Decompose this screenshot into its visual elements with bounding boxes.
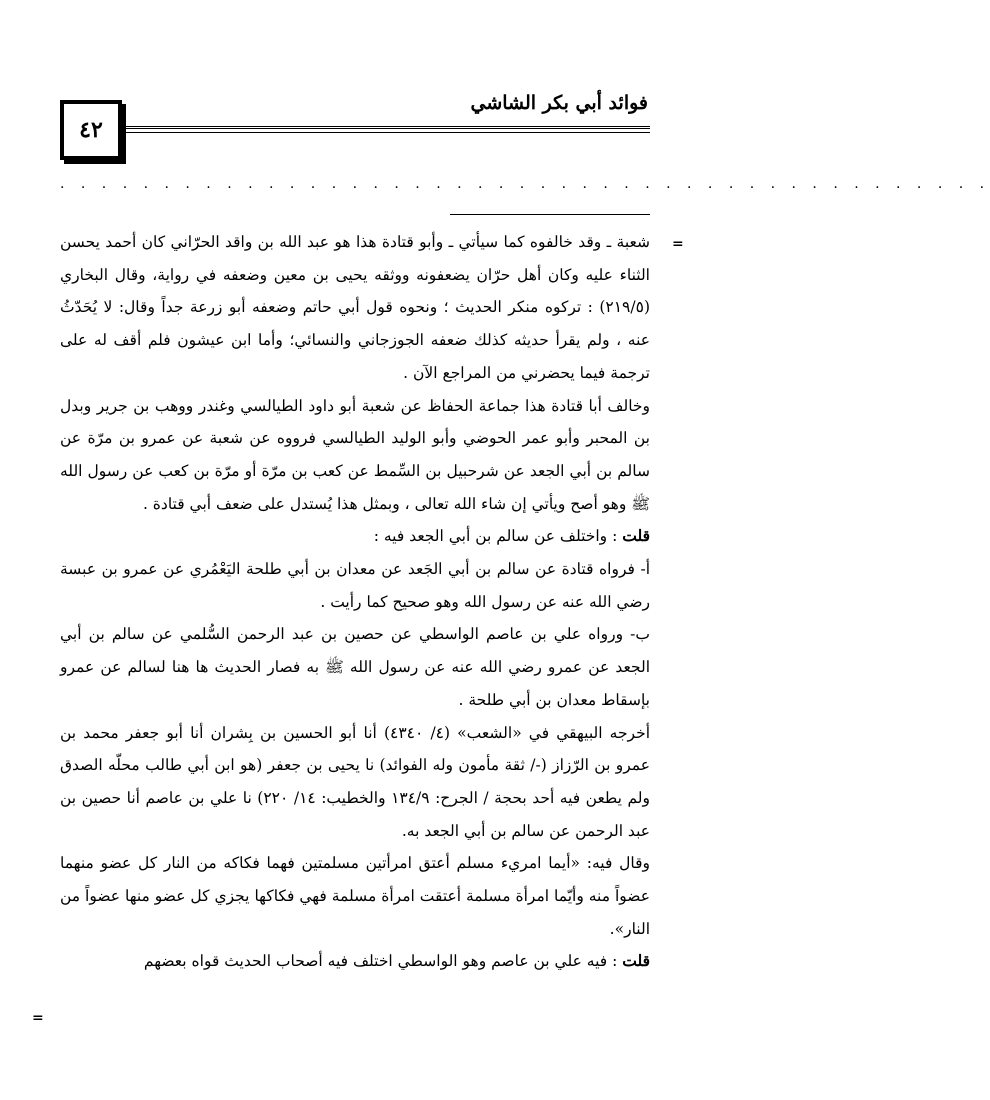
paragraph — [60, 945, 650, 978]
header-rule-thin — [118, 132, 650, 133]
paragraph: أ- فرواه قتادة عن سالم بن أبي الجَعد عن معدان بن أبي طلحة اليَعْمُري عن عمرو بن عبسة رضي الله عنه عن رسول الله وهو صحيح كما رأيت . — [60, 560, 650, 611]
running-title: فوائد أبي بكر الشاشي — [470, 92, 648, 114]
continuation-mark-bottom: = — [32, 1010, 44, 1026]
dotted-separator: . . . . . . . . . . . . . . . . . . . . . . . . . . . . . . . . . . . . . . . . . . . . . — [60, 176, 990, 192]
paragraph: وخالف أبا قتادة هذا جماعة الحفاظ عن شعبة أبو داود الطيالسي وغندر ووهب بن جرير وبدل بن المحبر وأبو عمر الحوضي وأبو الوليد الطيالسي فرووه عن شعبة عن عمرو بن مرّة عن سالم بن أبي الجعد عن شرحبيل بن السِّمط عن كعب بن مرّة أو مرّة بن كعب عن رسول الله ﷺ وهو أصح ويأتي إن شاء الله تعالى ، وبمثل هذا يُستدل على ضعف أبي قتادة . — [60, 396, 650, 513]
paragraph-text: : فيه علي بن عاصم وهو الواسطي اختلف فيه أصحاب الحديث قواه بعضهم — [143, 952, 623, 971]
paragraph: أخرجه البيهقي في «الشعب» (٤/ ٤٣٤٠) أنا أبو الحسين بن بِشران أنا أبو جعفر محمد بن عمرو بن الرّزاز (-/ ثقة مأمون وله الفوائد) نا يحيى بن جعفر (هو ابن أبي طالب محلّه الصدق ولم يطعن فيه أحد بحجة / الجرح: ١٣٤/٩ والخطيب: ١٤/ ٢٢٠) نا علي بن عاصم أنا حصين بن عبد الرحمن عن سالم بن أبي الجعد به. — [60, 723, 650, 840]
footnote-rule — [450, 214, 650, 215]
paragraph: ب- ورواه علي بن عاصم الواسطي عن حصين بن عبد الرحمن السُّلمي عن سالم بن أبي الجعد عن عمرو رضي الله عنه عن رسول الله ﷺ به فصار الحديث ها هنا لسالم عن عمرو بإسقاط معدان بن أبي طلحة . — [60, 625, 650, 709]
paragraph: شعبة ـ وقد خالفوه كما سيأتي ـ وأبو قتادة هذا هو عبد الله بن واقد الحرّاني كان أحمد يحسن الثناء عليه وكان أهل حرّان يضعفونه ووثقه يحيى بن معين وضعفه في رواية، وقال البخاري (٢١٩/٥) : تركوه منكر الحديث ؛ ونحوه قول أبي حاتم وضعفه أبو زرعة جداً وقال: لا يُحَدّثُ عنه ، ولم يقرأ حديثه كذلك ضعفه الجوزجاني والنسائي؛ وأما ابن عيشون فلم أقف له على ترجمة فيما يحضرني من المراجع الآن . — [60, 233, 650, 382]
footnote-body — [60, 226, 650, 978]
qultu-label: قلت — [622, 951, 650, 971]
paragraph-text: : واختلف عن سالم بن أبي الجعد فيه : — [373, 527, 623, 546]
continuation-mark-top: = — [672, 236, 684, 252]
paragraph: وقال فيه: «أيما امريء مسلم أعتق امرأتين مسلمتين فهما فكاكه من النار كل عضو منهما عضواً منه وأيّما امرأة مسلمة أعتقت امرأة مسلمة فهي فكاكها يجزي كل عضو منها عضواً من النار». — [60, 854, 650, 938]
qultu-label: قلت — [622, 526, 650, 546]
paragraph — [60, 520, 650, 553]
header-rule — [118, 126, 650, 129]
page-header — [60, 92, 650, 162]
page-number: ٤٢ — [60, 100, 122, 160]
